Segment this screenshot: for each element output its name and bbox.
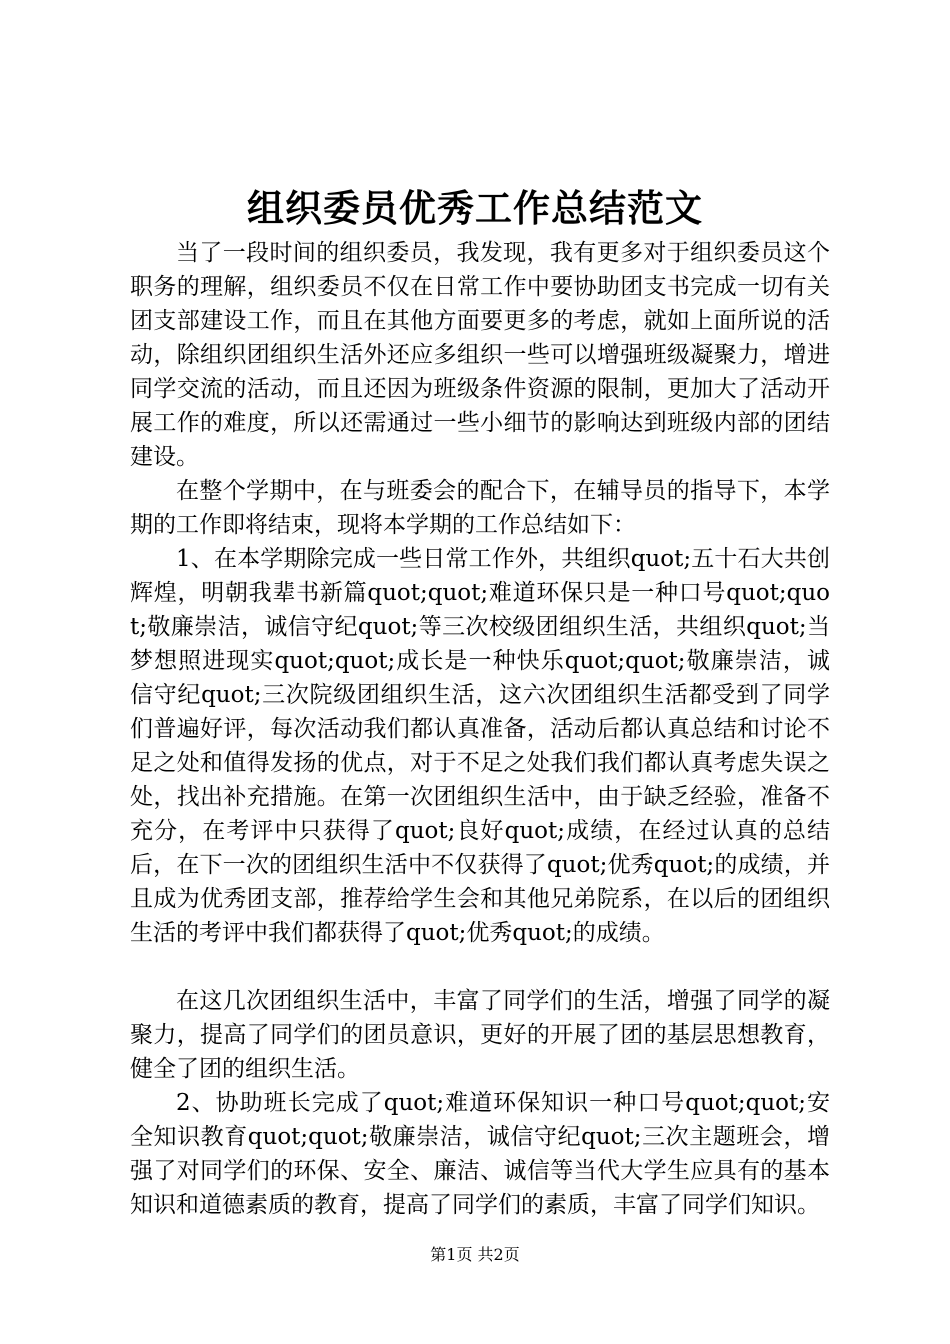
paragraph-intro: 当了一段时间的组织委员，我发现，我有更多对于组织委员这个职务的理解，组织委员不仅在日常工作中要协助团支书完成一切有关团支部建设工作，而且在其他方面要更多的考虑，就如上面所说的活动，除组织团组织生活外还应多组织一些可以增强班级凝聚力，增进同学交流的活动，而且还因为班级条件资源的限制，更加大了活动开展工作的难度，所以还需通过一些小细节的影响达到班级内部的团结建设。 <box>130 240 830 470</box>
page-footer: 第1页 共2页 <box>430 1245 520 1264</box>
document-body <box>130 236 830 1222</box>
paragraph-semester: 在整个学期中，在与班委会的配合下，在辅导员的指导下，本学期的工作即将结束，现将本学期的工作总结如下： <box>130 478 830 538</box>
paragraph-item-2: 2、协助班长完成了quot;难道环保知识一种口号quot;quot;安全知识教育quot;quot;敬廉崇洁，诚信守纪quot;三次主题班会，增强了对同学们的环保、安全、廉洁、诚信等当代大学生应具有的基本知识和道德素质的教育，提高了同学们的素质，丰富了同学们知识。 <box>130 1090 830 1218</box>
document-title: 组织委员优秀工作总结范文 <box>247 186 703 230</box>
paragraph-item-1: 1、在本学期除完成一些日常工作外，共组织quot;五十石大共创辉煌，明朝我辈书新篇quot;quot;难道环保只是一种口号quot;quot;敬廉崇洁，诚信守纪quot;等三次校级团组织生活，共组织quot;当梦想照进现实quot;quot;成长是一种快乐quot;quot;敬廉崇洁，诚信守纪quot;三次院级团组织生活，这六次团组织生活都受到了同学们普遍好评，每次活动我们都认真准备，活动后都认真总结和讨论不足之处和值得发扬的优点，对于不足之处我们我们都认真考虑失误之处，找出补充措施。在第一次团组织生活中，由于缺乏经验，准备不充分，在考评中只获得了quot;良好quot;成绩，在经过认真的总结后，在下一次的团组织生活中不仅获得了quot;优秀quot;的成绩，并且成为优秀团支部，推荐给学生会和其他兄弟院系，在以后的团组织生活的考评中我们都获得了quot;优秀quot;的成绩。 <box>130 546 830 946</box>
paragraph-effects: 在这几次团组织生活中，丰富了同学们的生活，增强了同学的凝聚力，提高了同学们的团员意识，更好的开展了团的基层思想教育，健全了团的组织生活。 <box>130 988 830 1082</box>
